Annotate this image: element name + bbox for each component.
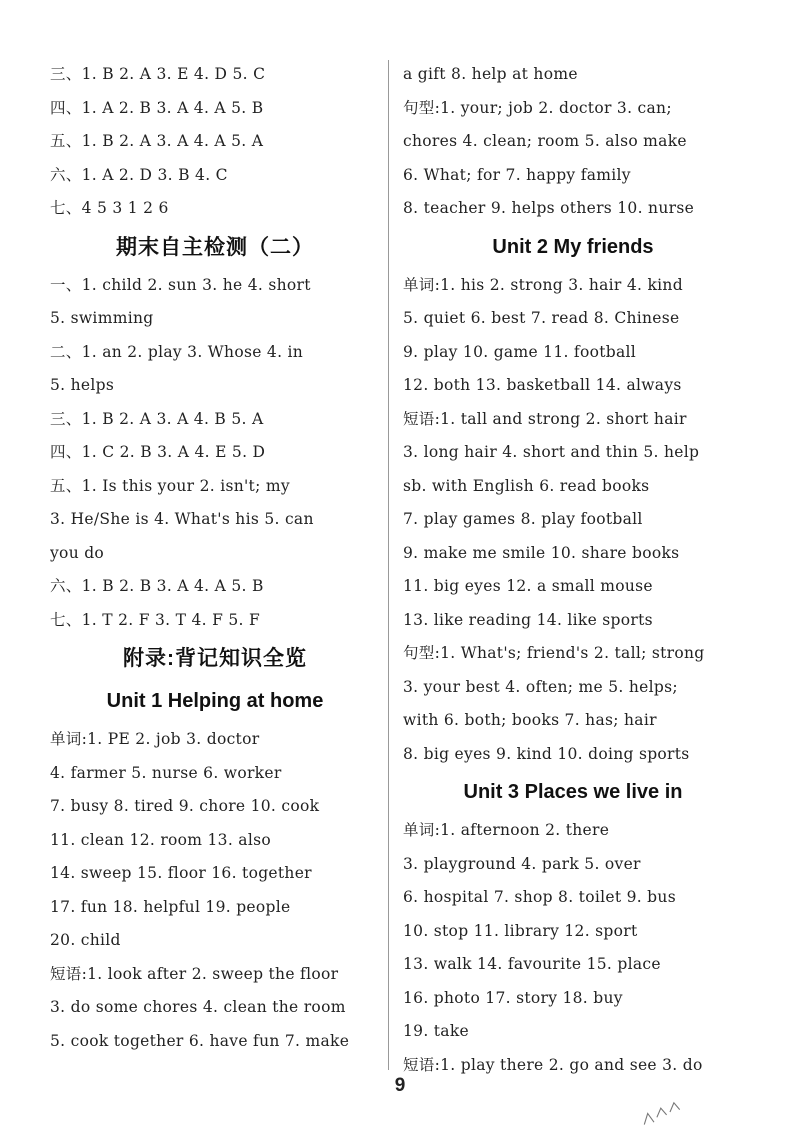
unit-heading: Unit 3 Places we live in [463, 781, 683, 803]
answer-line: 短语:1. play there 2. go and see 3. do [403, 1055, 703, 1074]
answer-line: 3. playground 4. park 5. over [403, 854, 641, 873]
answer-line: 5. helps [50, 376, 115, 394]
answer-line: 10. stop 11. library 12. sport [403, 921, 638, 940]
answer-line: 3. your best 4. often; me 5. helps; [403, 677, 678, 696]
answer-line: 短语:1. look after 2. sweep the floor [50, 964, 339, 983]
left-column [50, 58, 380, 1058]
column-divider [388, 60, 389, 1070]
answer-line: 3. He/She is 4. What's his 5. can [50, 510, 314, 528]
handwritten-mark [638, 1093, 702, 1131]
answer-line: 20. child [50, 931, 121, 949]
answer-line: 5. quiet 6. best 7. read 8. Chinese [403, 309, 680, 327]
answer-line: 9. make me smile 10. share books [403, 543, 680, 562]
answer-line: 6. hospital 7. shop 8. toilet 9. bus [403, 888, 676, 906]
page-number: 9 [394, 1075, 406, 1096]
answer-line: 5. swimming [50, 309, 154, 327]
answer-line: 二、1. an 2. play 3. Whose 4. in [50, 342, 304, 361]
answer-line: with 6. both; books 7. has; hair [403, 711, 657, 729]
section-heading: 期末自主检测（二） [116, 235, 314, 259]
answer-line: chores 4. clean; room 5. also make [403, 132, 687, 150]
answer-line: 11. clean 12. room 13. also [50, 830, 271, 849]
right-column [403, 58, 743, 1082]
answer-line: 五、1. B 2. A 3. A 4. A 5. A [50, 132, 264, 150]
answer-line: 四、1. C 2. B 3. A 4. E 5. D [50, 443, 266, 461]
answer-line: 12. both 13. basketball 14. always [403, 376, 682, 394]
answer-line: 七、1. T 2. F 3. T 4. F 5. F [50, 610, 261, 629]
answer-line: 7. play games 8. play football [403, 510, 643, 528]
answer-line: 7. busy 8. tired 9. chore 10. cook [50, 797, 320, 815]
answer-line: 3. do some chores 4. clean the room [50, 998, 346, 1016]
answer-line: 19. take [403, 1022, 470, 1040]
answer-line: 句型:1. your; job 2. doctor 3. can; [403, 98, 672, 117]
unit-heading: Unit 1 Helping at home [106, 690, 324, 712]
answer-line: 16. photo 17. story 18. buy [403, 988, 623, 1007]
answer-line: 三、1. B 2. A 3. A 4. B 5. A [50, 409, 264, 428]
unit-heading: Unit 2 My friends [492, 235, 654, 258]
answer-line: 9. play 10. game 11. football [403, 342, 637, 361]
answer-line: 4. farmer 5. nurse 6. worker [50, 763, 282, 782]
answer-line: 8. big eyes 9. kind 10. doing sports [403, 744, 690, 763]
answer-line: 14. sweep 15. floor 16. together [50, 864, 312, 882]
answer-line: 五、1. Is this your 2. isn't; my [50, 476, 290, 495]
answer-line: 单词:1. afternoon 2. there [403, 821, 610, 839]
answer-line: 3. long hair 4. short and thin 5. help [403, 443, 700, 461]
answer-line: 三、1. B 2. A 3. E 4. D 5. C [50, 65, 266, 83]
answer-line: 13. like reading 14. like sports [403, 610, 653, 629]
answer-line: a gift 8. help at home [403, 65, 578, 83]
answer-line: 11. big eyes 12. a small mouse [403, 577, 653, 595]
answer-line: 一、1. child 2. sun 3. he 4. short [50, 275, 311, 294]
answer-line: 句型:1. What's; friend's 2. tall; strong [403, 644, 705, 662]
answer-line: you do [50, 543, 105, 562]
answer-line: 四、1. A 2. B 3. A 4. A 5. B [50, 98, 264, 117]
answer-line: 5. cook together 6. have fun 7. make [50, 1031, 350, 1050]
answer-line: 17. fun 18. helpful 19. people [50, 897, 291, 916]
answer-line: 短语:1. tall and strong 2. short hair [403, 409, 687, 428]
answer-line: 6. What; for 7. happy family [403, 165, 631, 184]
answer-line: 单词:1. PE 2. job 3. doctor [50, 730, 260, 748]
answer-line: 8. teacher 9. helps others 10. nurse [403, 199, 695, 217]
answer-line: 13. walk 14. favourite 15. place [403, 955, 661, 973]
answer-line: 单词:1. his 2. strong 3. hair 4. kind [403, 275, 683, 294]
answer-line: 七、4 5 3 1 2 6 [50, 199, 169, 217]
answer-line: 六、1. B 2. B 3. A 4. A 5. B [50, 577, 264, 595]
answer-line: sb. with English 6. read books [403, 476, 650, 495]
section-heading: 附录:背记知识全览 [123, 647, 307, 670]
answer-line: 六、1. A 2. D 3. B 4. C [50, 165, 228, 184]
